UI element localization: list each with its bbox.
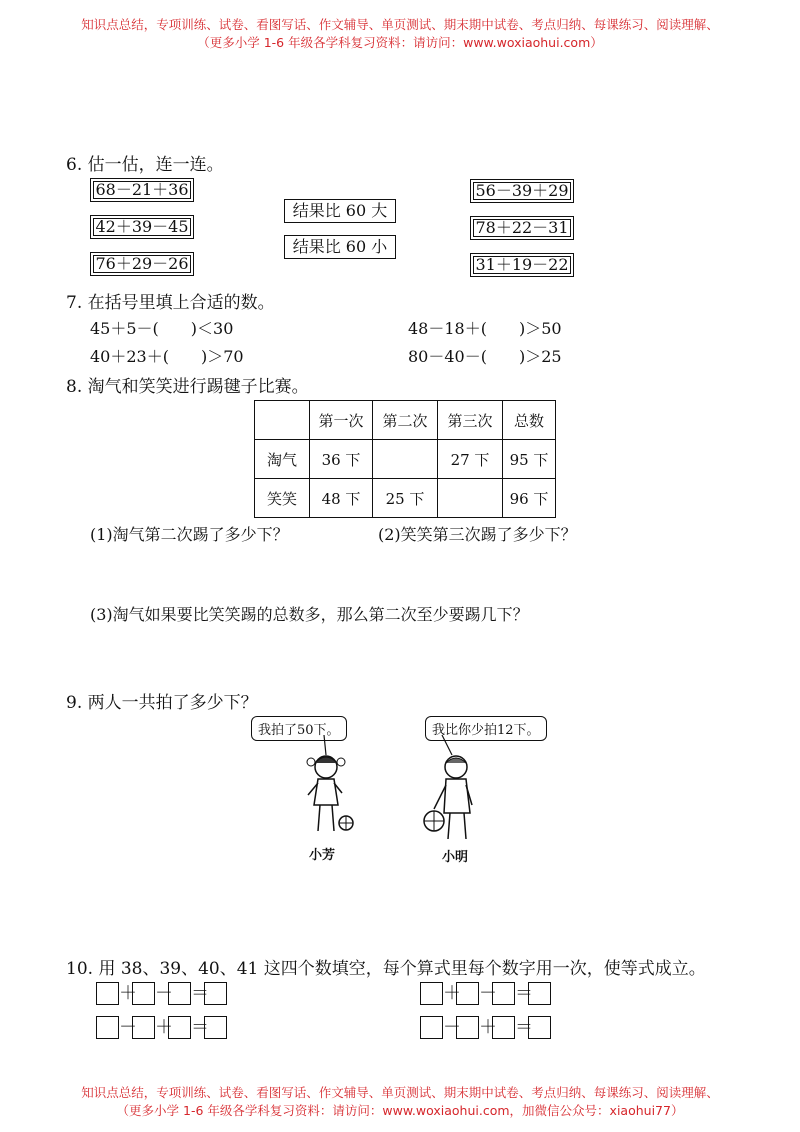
blank-box[interactable] <box>492 1016 515 1039</box>
equation-2 <box>96 1016 227 1039</box>
table-row <box>255 479 556 518</box>
equation-4 <box>420 1016 551 1039</box>
minus-sign: － <box>479 982 497 1004</box>
table-cell: 96 下 <box>503 479 556 518</box>
plus-sign: ＋ <box>479 1016 497 1038</box>
bottom-banner <box>0 1084 800 1120</box>
blank-box[interactable] <box>456 1016 479 1039</box>
blank-box[interactable] <box>528 1016 551 1039</box>
table-header-cell: 总数 <box>503 401 556 440</box>
blank-box[interactable] <box>132 982 155 1005</box>
table-cell <box>438 479 503 518</box>
q6-left-expr-3: 76＋29－26 <box>90 252 194 276</box>
q6-middle-greater: 结果比 60 大 <box>284 199 396 223</box>
q9-title: 9. 两人一共拍了多少下？ <box>66 693 258 713</box>
blank-box[interactable] <box>528 982 551 1005</box>
equals-sign: ＝ <box>191 1016 209 1038</box>
blank-box[interactable] <box>492 982 515 1005</box>
table-header-row <box>255 401 556 440</box>
equation-3 <box>420 982 551 1005</box>
table-cell: 48 下 <box>310 479 373 518</box>
table-header-cell: 第一次 <box>310 401 373 440</box>
boy-illustration <box>420 735 500 850</box>
blank-box[interactable] <box>132 1016 155 1039</box>
q6-middle-less: 结果比 60 小 <box>284 235 396 259</box>
bottom-banner-line1: 知识点总结，专项训练、试卷、看图写话、作文辅导、单页测试、期末期中试卷、考点归纳、每课练习、阅读理解、 <box>81 1085 719 1100</box>
q6-left-expr-1: 68－21＋36 <box>90 178 194 202</box>
q6-title: 6. 估一估，连一连。 <box>66 155 224 175</box>
minus-sign: － <box>119 1016 137 1038</box>
table-row <box>255 440 556 479</box>
table-cell <box>373 440 438 479</box>
girl-speech-bubble: 我拍了50下。 <box>251 716 347 741</box>
q8-sub1: (1)淘气第二次踢了多少下？ <box>90 525 289 544</box>
blank-box[interactable] <box>168 1016 191 1039</box>
table-cell: 27 下 <box>438 440 503 479</box>
q6-left-expr-2: 42＋39－45 <box>90 215 194 239</box>
table-cell: 淘气 <box>255 440 310 479</box>
top-banner <box>0 16 800 52</box>
score-table <box>254 400 556 518</box>
q6-right-expr-1: 56－39＋29 <box>470 179 574 203</box>
blank-box[interactable] <box>456 982 479 1005</box>
blank-box[interactable] <box>168 982 191 1005</box>
table-header-cell: 第二次 <box>373 401 438 440</box>
boy-name: 小明 <box>442 850 469 865</box>
blank-box[interactable] <box>96 982 119 1005</box>
equals-sign: ＝ <box>191 982 209 1004</box>
table-header-cell <box>255 401 310 440</box>
blank-box[interactable] <box>96 1016 119 1039</box>
q8-sub3: (3)淘气如果要比笑笑踢的总数多，那么第二次至少要踢几下？ <box>90 605 529 624</box>
plus-sign: ＋ <box>155 1016 173 1038</box>
top-banner-line1: 知识点总结，专项训练、试卷、看图写话、作文辅导、单页测试、期末期中试卷、考点归纳、每课练习、阅读理解、 <box>81 17 719 32</box>
q10-title: 10. 用 38、39、40、41 这四个数填空，每个算式里每个数字用一次，使等式成立。 <box>66 959 706 979</box>
minus-sign: － <box>443 1016 461 1038</box>
q7-item-3: 40＋23＋( )＞70 <box>90 347 244 366</box>
minus-sign: － <box>155 982 173 1004</box>
blank-box[interactable] <box>420 1016 443 1039</box>
equals-sign: ＝ <box>515 982 533 1004</box>
table-cell: 95 下 <box>503 440 556 479</box>
bottom-banner-line2: （更多小学 1-6 年级各学科复习资料：请访问：www.woxiaohui.com，加微信公众号：xiaohui77） <box>116 1103 684 1118</box>
q8-title: 8. 淘气和笑笑进行踢毽子比赛。 <box>66 377 309 397</box>
girl-name: 小芳 <box>309 848 336 863</box>
blank-box[interactable] <box>204 1016 227 1039</box>
q7-item-1: 45＋5－( )＜30 <box>90 319 234 338</box>
q7-item-4: 80－40－( )＞25 <box>408 347 562 366</box>
blank-box[interactable] <box>420 982 443 1005</box>
table-cell: 36 下 <box>310 440 373 479</box>
plus-sign: ＋ <box>443 982 461 1004</box>
equals-sign: ＝ <box>515 1016 533 1038</box>
q6-right-expr-3: 31＋19－22 <box>470 253 574 277</box>
q7-item-2: 48－18＋( )＞50 <box>408 319 562 338</box>
table-header-cell: 第三次 <box>438 401 503 440</box>
top-banner-line2: （更多小学 1-6 年级各学科复习资料：请访问：www.woxiaohui.com） <box>197 35 603 50</box>
boy-speech-bubble: 我比你少拍12下。 <box>425 716 547 741</box>
table-cell: 25 下 <box>373 479 438 518</box>
q6-right-expr-2: 78＋22－31 <box>470 216 574 240</box>
q8-sub2: (2)笑笑第三次踢了多少下？ <box>378 525 577 544</box>
equation-1 <box>96 982 227 1005</box>
table-cell: 笑笑 <box>255 479 310 518</box>
girl-illustration <box>290 735 370 850</box>
q7-title: 7. 在括号里填上合适的数。 <box>66 293 275 313</box>
plus-sign: ＋ <box>119 982 137 1004</box>
blank-box[interactable] <box>204 982 227 1005</box>
